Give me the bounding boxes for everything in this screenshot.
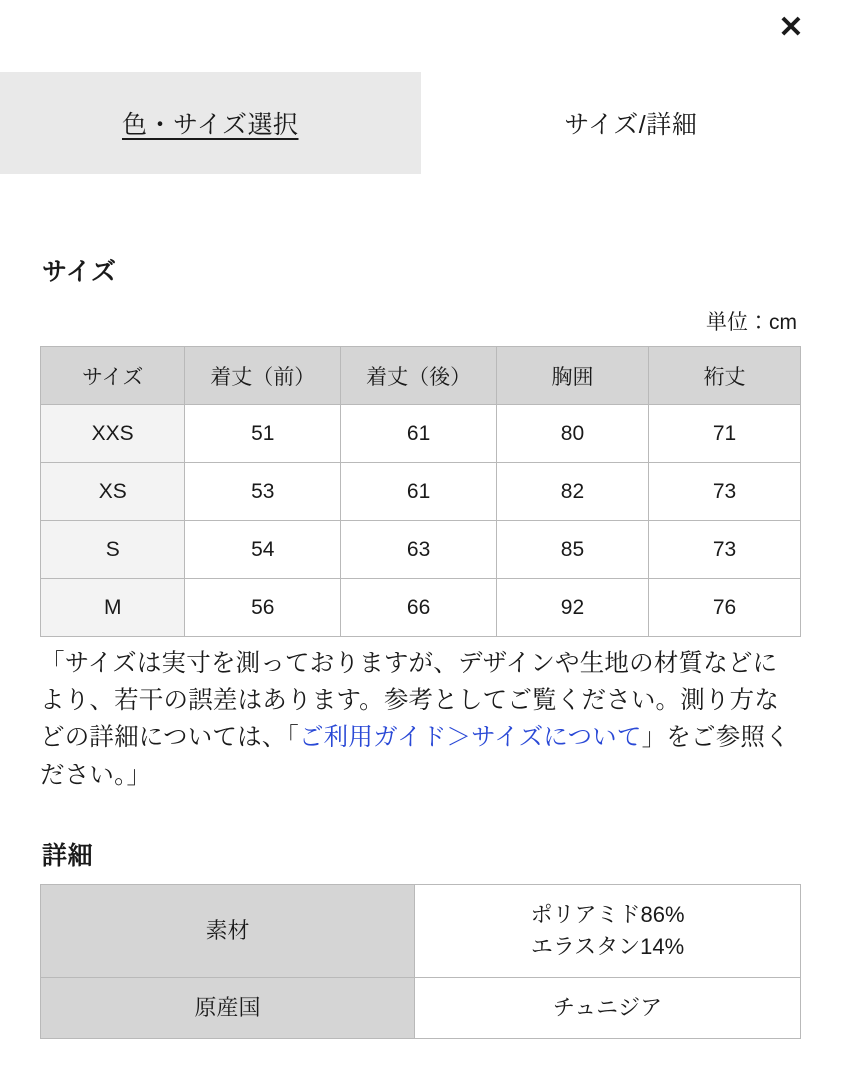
cell-value: 82 <box>496 463 648 521</box>
table-row <box>41 884 801 977</box>
tab-panel-size-detail <box>0 252 841 1039</box>
column-header: 胸囲 <box>496 347 648 405</box>
cell-size: M <box>41 579 185 637</box>
cell-value: 85 <box>496 521 648 579</box>
size-unit-label: 単位：cm <box>706 311 797 334</box>
table-row <box>41 579 801 637</box>
table-row <box>41 521 801 579</box>
cell-value: 73 <box>648 463 800 521</box>
cell-value: 73 <box>648 521 800 579</box>
cell-value: 56 <box>185 579 341 637</box>
column-header: サイズ <box>41 347 185 405</box>
size-table <box>40 346 801 637</box>
detail-value: チュニジア <box>415 977 801 1038</box>
table-row <box>41 463 801 521</box>
column-header: 裄丈 <box>648 347 800 405</box>
modal-header <box>0 0 841 72</box>
detail-value <box>415 884 801 977</box>
cell-value: 53 <box>185 463 341 521</box>
detail-table <box>40 884 801 1039</box>
cell-value: 71 <box>648 405 800 463</box>
cell-size: XS <box>41 463 185 521</box>
tab-bar <box>0 72 841 174</box>
cell-value: 61 <box>341 405 497 463</box>
note-text-before: 「サイズは実寸を測っておりますが、デザインや生地の材質などにより、若干の誤差はあります。参考としてご覧ください。測り方などの詳細については、「 <box>40 650 780 752</box>
size-disclaimer-note <box>40 645 801 794</box>
tab-color-size-select[interactable]: 色・サイズ選択 <box>0 72 421 174</box>
table-row <box>41 405 801 463</box>
cell-value: 54 <box>185 521 341 579</box>
material-line-1: ポリアミド86% <box>530 901 685 927</box>
size-guide-link[interactable]: ご利用ガイド＞サイズについて <box>298 724 642 752</box>
cell-value: 66 <box>341 579 497 637</box>
column-header: 着丈（後） <box>341 347 497 405</box>
cell-value: 51 <box>185 405 341 463</box>
cell-value: 92 <box>496 579 648 637</box>
cell-value: 61 <box>341 463 497 521</box>
detail-label: 素材 <box>41 884 415 977</box>
table-row <box>41 977 801 1038</box>
cell-value: 63 <box>341 521 497 579</box>
cell-value: 76 <box>648 579 800 637</box>
tab-size-detail[interactable]: サイズ/詳細 <box>421 72 841 174</box>
material-line-2: エラスタン14% <box>530 933 685 959</box>
column-header: 着丈（前） <box>185 347 341 405</box>
size-section-title: サイズ <box>42 258 117 286</box>
cell-size: S <box>41 521 185 579</box>
table-header-row <box>41 347 801 405</box>
cell-size: XXS <box>41 405 185 463</box>
close-icon[interactable]: ✕ <box>778 11 804 44</box>
note-text-after: 」をご参照ください。」 <box>40 724 790 789</box>
detail-label: 原産国 <box>41 977 415 1038</box>
detail-section-title: 詳細 <box>42 841 94 870</box>
cell-value: 80 <box>496 405 648 463</box>
